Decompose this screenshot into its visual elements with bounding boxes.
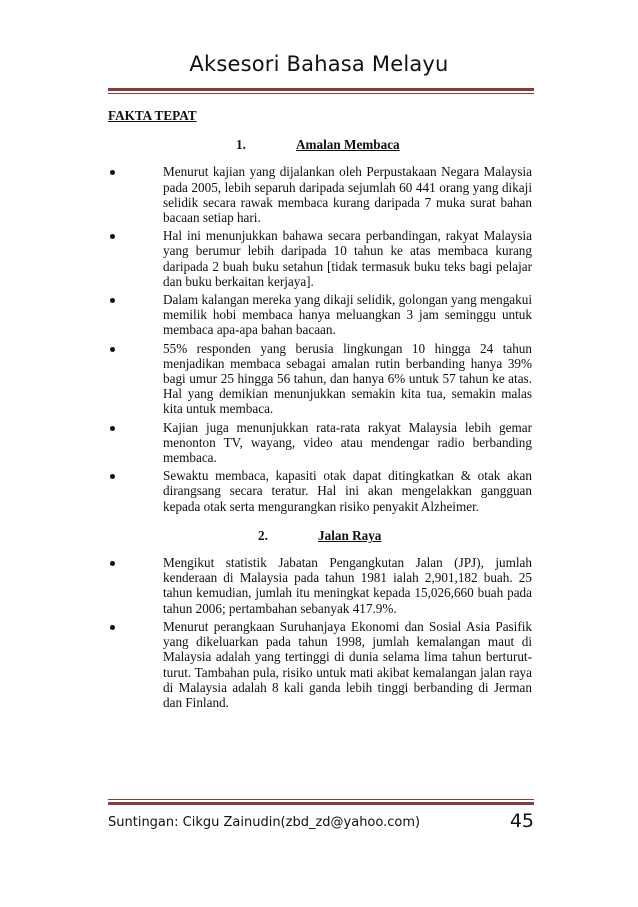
header-rule-thin	[108, 93, 534, 94]
bullet-icon	[110, 234, 115, 239]
section-title: Jalan Raya	[318, 527, 382, 543]
bullet-text: Menurut kajian yang dijalankan oleh Perpustakaan Negara Malaysia pada 2005, lebih separuh daripada sejumlah 60 441 orang yang dikaji selidik secara rawak membaca kurang daripada 7 muka surat bahan bacaan setiap hari.	[163, 164, 532, 226]
bullet-text: Mengikut statistik Jabatan Pengangkutan Jalan (JPJ), jumlah kenderaan di Malaysia pada tahun 1981 ialah 2,901,182 buah. 25 tahun kemudian, jumlah itu meningkat kepada 15,026,660 buah pada tahun 2006; pertambahan sebanyak 417.9%.	[163, 555, 532, 616]
list-item	[108, 555, 532, 616]
section-title: Amalan Membaca	[296, 137, 400, 153]
header-rule-thick	[108, 88, 534, 91]
footer-credit: Suntingan: Cikgu Zainudin(zbd_zd@yahoo.com)	[108, 815, 421, 830]
list-item	[108, 228, 532, 289]
list-item	[108, 420, 532, 466]
bullet-text: Dalam kalangan mereka yang dikaji selidik, golongan yang mengakui memilik hobi membaca hanya meluangkan 3 jam seminggu untuk membaca apa-apa bahan bacaan.	[163, 292, 532, 338]
bullet-icon	[110, 426, 115, 431]
page-content	[108, 108, 532, 713]
list-item	[108, 341, 532, 417]
list-item	[108, 292, 532, 338]
bullet-list-2	[108, 555, 532, 710]
section-heading-1	[108, 137, 532, 152]
section-heading-2	[108, 528, 532, 543]
list-item	[108, 619, 532, 710]
bullet-icon	[110, 170, 115, 175]
bullet-text: Menurut perangkaan Suruhanjaya Ekonomi dan Sosial Asia Pasifik yang dikeluarkan pada tahun 1998, jumlah kemalangan maut di Malaysia adalah yang tertinggi di dunia selama lima tahun berturut-turut. Tambahan pula, risiko untuk mati akibat kemalangan jalan raya di Malaysia adalah 8 kali ganda lebih tinggi berbanding di Jerman dan Finland.	[163, 618, 532, 710]
bullet-icon	[110, 625, 115, 630]
page-title: Aksesori Bahasa Melayu	[189, 52, 449, 76]
bullet-icon	[110, 298, 115, 303]
section-number: 1.	[236, 137, 246, 153]
list-item	[108, 164, 532, 225]
bullet-icon	[110, 561, 115, 566]
bullet-text: 55% responden yang berusia lingkungan 10 hingga 24 tahun menjadikan membaca sebagai amalan rutin berbanding hanya 39% bagi umur 25 hingga 56 tahun, dan hanya 6% untuk 57 tahun ke atas. Hal yang demikian menunjukkan semakin kita tua, semakin malas kita untuk membaca.	[163, 340, 532, 417]
footer-rule-thick	[108, 802, 534, 805]
bullet-text: Kajian juga menunjukkan rata-rata rakyat Malaysia lebih gemar menonton TV, wayang, video atau mendengar radio berbanding membaca.	[163, 419, 532, 466]
section-label: FAKTA TEPAT	[108, 108, 197, 123]
list-item	[108, 468, 532, 514]
bullet-text: Hal ini menunjukkan bahawa secara perbandingan, rakyat Malaysia yang berumur lebih daripada 10 tahun ke atas membaca kurang daripada 2 buah buku setahun [tidak termasuk buku teks bagi pelajar dan buku berkaitan kerjaya].	[163, 228, 532, 289]
page-number: 45	[509, 810, 534, 832]
footer-rule-thin	[108, 799, 534, 800]
bullet-icon	[110, 347, 115, 352]
section-number: 2.	[258, 527, 268, 543]
bullet-list-1	[108, 164, 532, 513]
bullet-icon	[110, 474, 115, 479]
bullet-text: Sewaktu membaca, kapasiti otak dapat ditingkatkan & otak akan dirangsang secara teratur. Hal ini akan mengelakkan gangguan kepada otak serta mengurangkan risiko penyakit Alzheimer.	[163, 468, 532, 514]
